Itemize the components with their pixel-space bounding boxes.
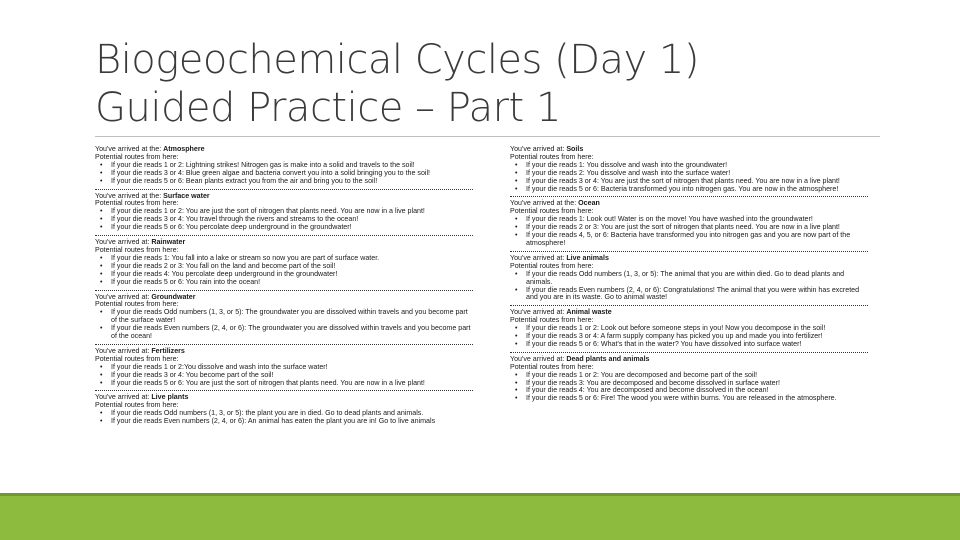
- route-item: • If your die reads 5 or 6: Bacteria transformed you into nitrogen gas. You are now in the atmosphere!: [526, 186, 868, 194]
- routes-label: Potential routes from here:: [95, 300, 179, 309]
- arrived-label: You've arrived at the:: [95, 191, 162, 200]
- routes-label: Potential routes from here:: [510, 261, 594, 270]
- routes-list: [510, 162, 868, 194]
- route-item: • If your die reads 1 or 2: You are decomposed and become part of the soil!: [526, 372, 868, 380]
- arrived-label: You've arrived at:: [95, 292, 150, 301]
- routes-list: [95, 410, 473, 426]
- arrived-label: You've arrived at the:: [510, 199, 577, 208]
- routes-list: [95, 162, 473, 186]
- location-block-fertilizers: [95, 348, 473, 392]
- route-item: • If your die reads 1 or 2: Lightning strikes! Nitrogen gas is make into a solid and travels to the soil!: [111, 162, 473, 170]
- route-item: • If your die reads 5 or 6: You are just the sort of nitrogen that plants need. You are now in a live plant!: [111, 380, 473, 388]
- routes-list: [510, 271, 868, 303]
- slide-title-line-1: Biogeochemical Cycles (Day 1): [95, 37, 699, 83]
- route-item: • If your die reads 3 or 4: You become part of the soil!: [111, 372, 473, 380]
- arrived-label: You've arrived at:: [510, 253, 565, 262]
- routes-list: [95, 364, 473, 388]
- route-item: • If your die reads 3 or 4: A farm supply company has picked you up and made you into fertilizer!: [526, 333, 868, 341]
- routes-list: [95, 309, 473, 341]
- route-item: • If your die reads Even numbers (2, 4, or 6): An animal has eaten the plant you are in! Go to live animals: [111, 418, 473, 426]
- route-item: • If your die reads 2 or 3: You fall on the land and become part of the soil!: [111, 263, 473, 271]
- footer-bar: [0, 496, 960, 540]
- location-block-surface-water: [95, 193, 473, 237]
- left-column: [95, 146, 473, 432]
- arrived-label: You've arrived at:: [510, 145, 565, 153]
- slide-title: [95, 36, 699, 132]
- location-block-live-plants: [95, 394, 473, 429]
- routes-list: [510, 372, 868, 404]
- location-name: Groundwater: [151, 292, 196, 301]
- arrived-label: You've arrived at:: [95, 238, 150, 247]
- route-item: • If your die reads 2: You dissolve and wash into the surface water!: [526, 170, 868, 178]
- location-block-live-animals: [510, 255, 868, 306]
- location-block-rainwater: [95, 239, 473, 290]
- routes-label: Potential routes from here:: [95, 354, 179, 363]
- location-block-dead-plants-and-animals: [510, 356, 868, 406]
- routes-list: [510, 216, 868, 248]
- location-block-groundwater: [95, 294, 473, 345]
- route-item: • If your die reads Even numbers (2, 4, or 6): The groundwater you are dissolved within travels and you become part of the ocean!: [111, 325, 473, 341]
- arrived-label: You've arrived at the:: [95, 145, 162, 153]
- route-item: • If your die reads 1: Look out! Water is on the move! You have washed into the groundwater!: [526, 216, 868, 224]
- routes-list: [95, 255, 473, 287]
- route-item: • If your die reads 1 or 2: Look out before someone steps in you! Now you decompose in the soil!: [526, 325, 868, 333]
- route-item: • If your die reads 3: You are decomposed and become dissolved in surface water!: [526, 380, 868, 388]
- routes-list: [510, 325, 868, 349]
- slide-title-line-2: Guided Practice – Part 1: [95, 85, 561, 131]
- routes-label: Potential routes from here:: [95, 245, 179, 254]
- route-item: • If your die reads Even numbers (2, 4, or 6): Congratulations! The animal that you were within has excreted and you are in its waste. Go to animal waste!: [526, 287, 868, 303]
- arrived-label: You've arrived at:: [95, 346, 150, 355]
- routes-label: Potential routes from here:: [510, 362, 594, 371]
- route-item: • If your die reads 1 or 2:You dissolve and wash into the surface water!: [111, 364, 473, 372]
- routes-label: Potential routes from here:: [510, 316, 594, 325]
- location-name: Atmosphere: [163, 145, 205, 153]
- location-name: Live plants: [151, 393, 189, 402]
- location-name: Live animals: [566, 253, 609, 262]
- route-item: • If your die reads 3 or 4: Blue green algae and bacteria convert you into a solid bringing you to the soil!: [111, 170, 473, 178]
- route-item: • If your die reads 4, 5, or 6: Bacteria have transformed you into nitrogen gas and you are now part of the atmosphere!: [526, 232, 868, 248]
- location-block-animal-waste: [510, 309, 868, 353]
- right-column: [510, 146, 868, 409]
- route-item: • If your die reads 5 or 6: Fire! The wood you were within burns. You are released in the atmosphere.: [526, 395, 868, 403]
- location-block-ocean: [510, 200, 868, 251]
- location-name: Fertilizers: [151, 346, 185, 355]
- route-item: • If your die reads 4: You percolate deep underground in the groundwater!: [111, 271, 473, 279]
- location-name: Animal waste: [566, 308, 612, 317]
- route-item: • If your die reads 3 or 4: You travel through the rivers and streams to the ocean!: [111, 216, 473, 224]
- route-item: • If your die reads 5 or 6: You percolate deep underground in the groundwater!: [111, 224, 473, 232]
- route-item: • If your die reads 1: You dissolve and wash into the groundwater!: [526, 162, 868, 170]
- route-item: • If your die reads Odd numbers (1, 3, or 5): the plant you are in died. Go to dead plants and animals.: [111, 410, 473, 418]
- arrived-label: You've arrived at:: [510, 308, 565, 317]
- route-item: • If your die reads Odd numbers (1, 3, or 5): The animal that you are within died. Go to dead plants and animals.: [526, 271, 868, 287]
- location-block-atmosphere: [95, 146, 473, 190]
- routes-label: Potential routes from here:: [510, 207, 594, 216]
- route-item: • If your die reads 4: You are decomposed and become dissolved in the ocean!: [526, 387, 868, 395]
- routes-label: Potential routes from here:: [510, 152, 594, 161]
- location-block-soils: [510, 146, 868, 197]
- location-name: Dead plants and animals: [566, 354, 650, 363]
- route-item: • If your die reads 2 or 3: You are just the sort of nitrogen that plants need. You are now in a live plant!: [526, 224, 868, 232]
- location-name: Surface water: [163, 191, 210, 200]
- arrived-label: You've arrived at:: [510, 354, 565, 363]
- routes-label: Potential routes from here:: [95, 401, 179, 410]
- location-name: Ocean: [578, 199, 600, 208]
- routes-label: Potential routes from here:: [95, 152, 179, 161]
- route-item: • If your die reads 3 or 4: You are just the sort of nitrogen that plants need. You are now in a live plant!: [526, 178, 868, 186]
- route-item: • If your die reads 1: You fall into a lake or stream so now you are part of surface water.: [111, 255, 473, 263]
- route-item: • If your die reads 1 or 2: You are just the sort of nitrogen that plants need. You are now in a live plant!: [111, 208, 473, 216]
- route-item: • If your die reads 5 or 6: Bean plants extract you from the air and bring you to the soil!: [111, 178, 473, 186]
- route-item: • If your die reads 5 or 6: You rain into the ocean!: [111, 279, 473, 287]
- location-name: Rainwater: [151, 238, 186, 247]
- location-name: Soils: [566, 145, 584, 153]
- routes-label: Potential routes from here:: [95, 199, 179, 208]
- route-item: • If your die reads 5 or 6: What's that in the water? You have dissolved into surface water!: [526, 341, 868, 349]
- arrived-label: You've arrived at:: [95, 393, 150, 402]
- routes-list: [95, 208, 473, 232]
- title-divider: [95, 136, 880, 137]
- route-item: • If your die reads Odd numbers (1, 3, or 5): The groundwater you are dissolved within travels and you become part of the surface water!: [111, 309, 473, 325]
